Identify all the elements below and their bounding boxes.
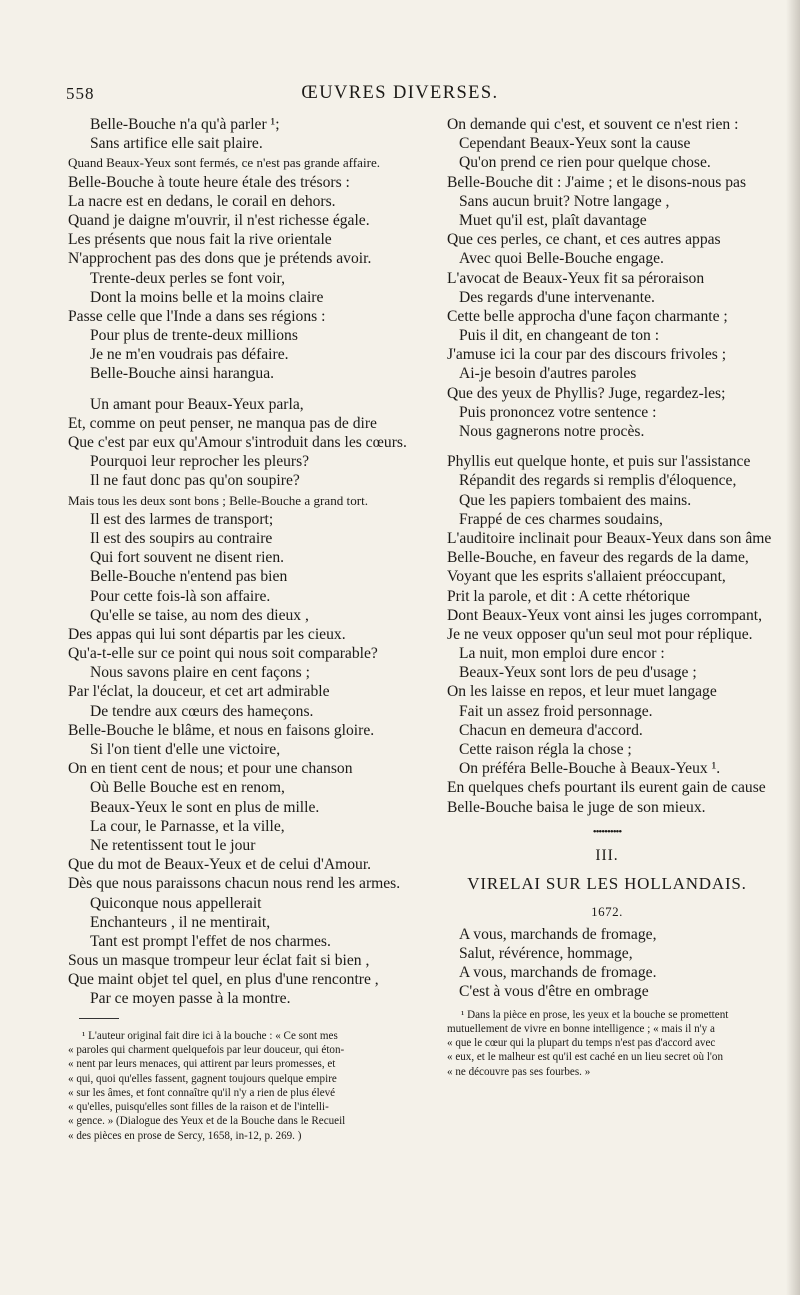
verse-line: Il est des larmes de transport; <box>90 510 274 528</box>
verse-line: Dont la moins belle et la moins claire <box>90 288 324 306</box>
verse-line: Mais tous les deux sont bons ; Belle-Bouche a grand tort. <box>68 492 369 508</box>
verse-line: Belle-Bouche le blâme, et nous en faisons gloire. <box>68 721 375 739</box>
verse-line: Cette belle approcha d'une façon charmante ; <box>447 307 728 325</box>
verse-line: Par ce moyen passe à la montre. <box>90 990 291 1008</box>
verse-line: Salut, révérence, hommage, <box>459 944 633 962</box>
verse-line: Dont Beaux-Yeux vont ainsi les juges corrompant, <box>447 606 763 624</box>
verse-line: Chacun en demeura d'accord. <box>459 721 643 739</box>
verse-line: On en tient cent de nous; et pour une chanson <box>68 760 353 778</box>
left-poem-text <box>68 115 430 1009</box>
verse-line: La nacre est en dedans, le corail en dehors. <box>68 192 336 210</box>
verse-line: Fait un assez froid personnage. <box>459 702 653 720</box>
verse-line: Ne retentissent tout le jour <box>90 836 256 854</box>
verse-line: Des appas qui lui sont départis par les cieux. <box>68 625 346 643</box>
verse-line: Des regards d'une intervenante. <box>459 288 655 306</box>
verse-line: L'avocat de Beaux-Yeux fit sa péroraison <box>447 269 705 287</box>
verse-line: Qui fort souvent ne disent rien. <box>90 549 285 567</box>
verse-line: Voyant que les esprits s'allaient préoccupant, <box>447 568 726 586</box>
verse-line: Que c'est par eux qu'Amour s'introduit dans les cœurs. <box>68 434 407 451</box>
verse-line: Puis prononcez votre sentence : <box>459 403 657 421</box>
verse-line: Quand Beaux-Yeux sont fermés, ce n'est pas grande affaire. <box>68 155 381 171</box>
verse-line: A vous, marchands de fromage, <box>459 925 657 943</box>
verse-line: L'auditoire inclinait pour Beaux-Yeux dans son âme <box>447 529 772 547</box>
running-title: ŒUVRES DIVERSES. <box>301 83 499 103</box>
verse-line: Belle-Bouche à toute heure étale des trésors : <box>68 173 350 191</box>
verse-line: En quelques chefs pourtant ils eurent gain de cause <box>447 779 766 797</box>
verse-line: Tant est prompt l'effet de nos charmes. <box>90 932 331 950</box>
footnote-line: « sur les âmes, et font connaître qu'il n'y a rien de plus élevé <box>68 1086 336 1099</box>
verse-line: Belle-Bouche n'a qu'à parler ¹; <box>90 116 280 133</box>
verse-line: Je ne veux opposer qu'un seul mot pour réplique. <box>447 625 753 643</box>
verse-line: Quiconque nous appellerait <box>90 894 262 912</box>
page-number: 558 <box>66 84 95 103</box>
verse-line: Puis il dit, en changeant de ton : <box>459 327 660 345</box>
verse-line: Cette raison régla la chose ; <box>459 741 632 758</box>
footnote-line: ¹ L'auteur original fait dire ici à la bouche : « Ce sont mes <box>82 1029 338 1042</box>
verse-line: Enchanteurs , il ne mentirait, <box>90 913 271 931</box>
verse-line: A vous, marchands de fromage. <box>459 964 657 982</box>
section-date: 1672. <box>591 903 623 919</box>
left-column <box>68 115 430 1143</box>
footnote-line: « qu'elles, puisqu'elles sont filles de la raison et de l'intelli- <box>68 1101 329 1114</box>
verse-line: Et, comme on peut penser, ne manqua pas de dire <box>68 414 377 432</box>
verse-line: La cour, le Parnasse, et la ville, <box>90 817 285 835</box>
verse-line: Nous savons plaire en cent façons ; <box>90 664 310 682</box>
verse-line: Nous gagnerons notre procès. <box>459 423 645 440</box>
footnote-line: « des pièces en prose de Sercy, 1658, in-12, p. 269. ) <box>68 1129 302 1142</box>
verse-line: Que ces perles, ce chant, et ces autres appas <box>447 231 721 249</box>
verse-line: Sans aucun bruit? Notre langage , <box>459 192 670 210</box>
verse-line: On demande qui c'est, et souvent ce n'est rien : <box>447 116 739 133</box>
verse-line: Il ne faut donc pas qu'on soupire? <box>90 472 300 490</box>
verse-line: Sous un masque trompeur leur éclat fait si bien , <box>68 952 370 970</box>
section-number: III. <box>595 846 619 864</box>
verse-line: La nuit, mon emploi dure encor : <box>459 645 665 663</box>
verse-line: Un amant pour Beaux-Yeux parla, <box>90 395 304 413</box>
verse-line: Qu'on prend ce rien pour quelque chose. <box>459 154 711 172</box>
verse-line: Je ne m'en voudrais pas défaire. <box>90 346 289 364</box>
verse-line: Les présents que nous fait la rive orientale <box>68 231 332 249</box>
verse-line: Muet qu'il est, plaît davantage <box>459 211 647 229</box>
footnote-line: « paroles qui charment quelquefois par leur douceur, qui éton- <box>68 1043 345 1056</box>
verse-line: Belle-Bouche baisa le juge de son mieux. <box>447 798 706 816</box>
verse-line: Cependant Beaux-Yeux sont la cause <box>459 135 691 153</box>
verse-line: Il est des soupirs au contraire <box>90 529 273 547</box>
verse-line: N'approchent pas des dons que je prétends avoir. <box>68 250 372 268</box>
verse-line: Prit la parole, et dit : A cette rhétorique <box>447 587 690 605</box>
verse-line: Trente-deux perles se font voir, <box>90 269 285 287</box>
footnote-line: « qui, quoi qu'elles fassent, gagnent toujours quelque empire <box>68 1072 337 1085</box>
verse-line: Pourquoi leur reprocher les pleurs? <box>90 453 310 471</box>
stanza-gap <box>447 441 767 452</box>
footnote-line: ¹ Dans la pièce en prose, les yeux et la bouche se promettent <box>461 1008 729 1021</box>
right-poem-text <box>447 115 772 817</box>
ornament-divider: •••••••••• <box>592 825 622 838</box>
footnote-line: « eux, et le malheur est qu'il est caché en un lieu secret où l'on <box>447 1051 724 1064</box>
verse-line: Que les papiers tombaient des mains. <box>459 491 692 509</box>
verse-line: Répandit des regards si remplis d'éloquence, <box>459 472 737 490</box>
footnote-rule <box>68 1009 430 1029</box>
verse-line: J'amuse ici la cour par des discours frivoles ; <box>447 346 727 364</box>
stanza-gap <box>68 384 430 395</box>
verse-line: C'est à vous d'être en ombrage <box>459 983 649 1001</box>
right-footnote <box>447 1008 767 1079</box>
virelai-poem <box>447 925 767 1008</box>
verse-line: Si l'on tient d'elle une victoire, <box>90 741 281 758</box>
verse-line: Où Belle Bouche est en renom, <box>90 779 285 797</box>
verse-line: Beaux-Yeux sont lors de peu d'usage ; <box>459 664 697 682</box>
verse-line: Phyllis eut quelque honte, et puis sur l'assistance <box>447 453 751 471</box>
verse-line: Que maint objet tel quel, en plus d'une rencontre , <box>68 971 379 989</box>
verse-line: Belle-Bouche dit : J'aime ; et le disons-nous pas <box>447 173 747 191</box>
verse-line: Belle-Bouche n'entend pas bien <box>90 568 288 586</box>
verse-line: De tendre aux cœurs des hameçons. <box>90 702 314 720</box>
verse-line: Que des yeux de Phyllis? Juge, regardez-les; <box>447 384 726 402</box>
verse-line: Belle-Bouche, en faveur des regards de la dame, <box>447 549 749 567</box>
verse-line: Qu'elle se taise, au nom des dieux , <box>90 606 309 624</box>
right-column <box>447 115 772 1079</box>
verse-line: Ai-je besoin d'autres paroles <box>459 365 637 383</box>
verse-line: Qu'a-t-elle sur ce point qui nous soit comparable? <box>68 645 378 663</box>
verse-line: Dès que nous paraissons chacun nous rend les armes. <box>68 875 401 893</box>
verse-line: On préféra Belle-Bouche à Beaux-Yeux ¹. <box>459 760 721 778</box>
verse-line: Belle-Bouche ainsi harangua. <box>90 365 275 383</box>
verse-line: Sans artifice elle sait plaire. <box>90 135 263 153</box>
page-edge-shadow <box>786 0 800 1295</box>
verse-line: Pour plus de trente-deux millions <box>90 327 298 345</box>
verse-line: Passe celle que l'Inde a dans ses régions : <box>68 307 326 325</box>
page-header <box>0 84 800 108</box>
footnote-line: « ne découvre pas ses fourbes. » <box>447 1065 591 1078</box>
verse-line: Par l'éclat, la douceur, et cet art admirable <box>68 683 330 701</box>
footnote-line: « nent par leurs menaces, qui attirent par leurs promesses, et <box>68 1058 336 1071</box>
verse-line: Avec quoi Belle-Bouche engage. <box>459 250 664 268</box>
verse-line: Quand je daigne m'ouvrir, il n'est richesse égale. <box>68 211 370 229</box>
verse-line: Beaux-Yeux le sont en plus de mille. <box>90 798 320 816</box>
footnote-line: « que le cœur qui la plupart du temps n'est pas d'accord avec <box>447 1037 716 1050</box>
verse-line: Que du mot de Beaux-Yeux et de celui d'Amour. <box>68 856 372 874</box>
section-title: VIRELAI SUR LES HOLLANDAIS. <box>467 873 747 893</box>
footnote-line: « gence. » (Dialogue des Yeux et de la Bouche dans le Recueil <box>68 1115 346 1128</box>
left-footnote <box>68 1029 430 1143</box>
verse-line: Frappé de ces charmes soudains, <box>459 510 663 528</box>
verse-line: Pour cette fois-là son affaire. <box>90 587 271 605</box>
verse-line: On les laisse en repos, et leur muet langage <box>447 683 717 701</box>
footnote-line: mutuellement de vivre en bonne intelligence ; « mais il n'y a <box>447 1022 715 1035</box>
